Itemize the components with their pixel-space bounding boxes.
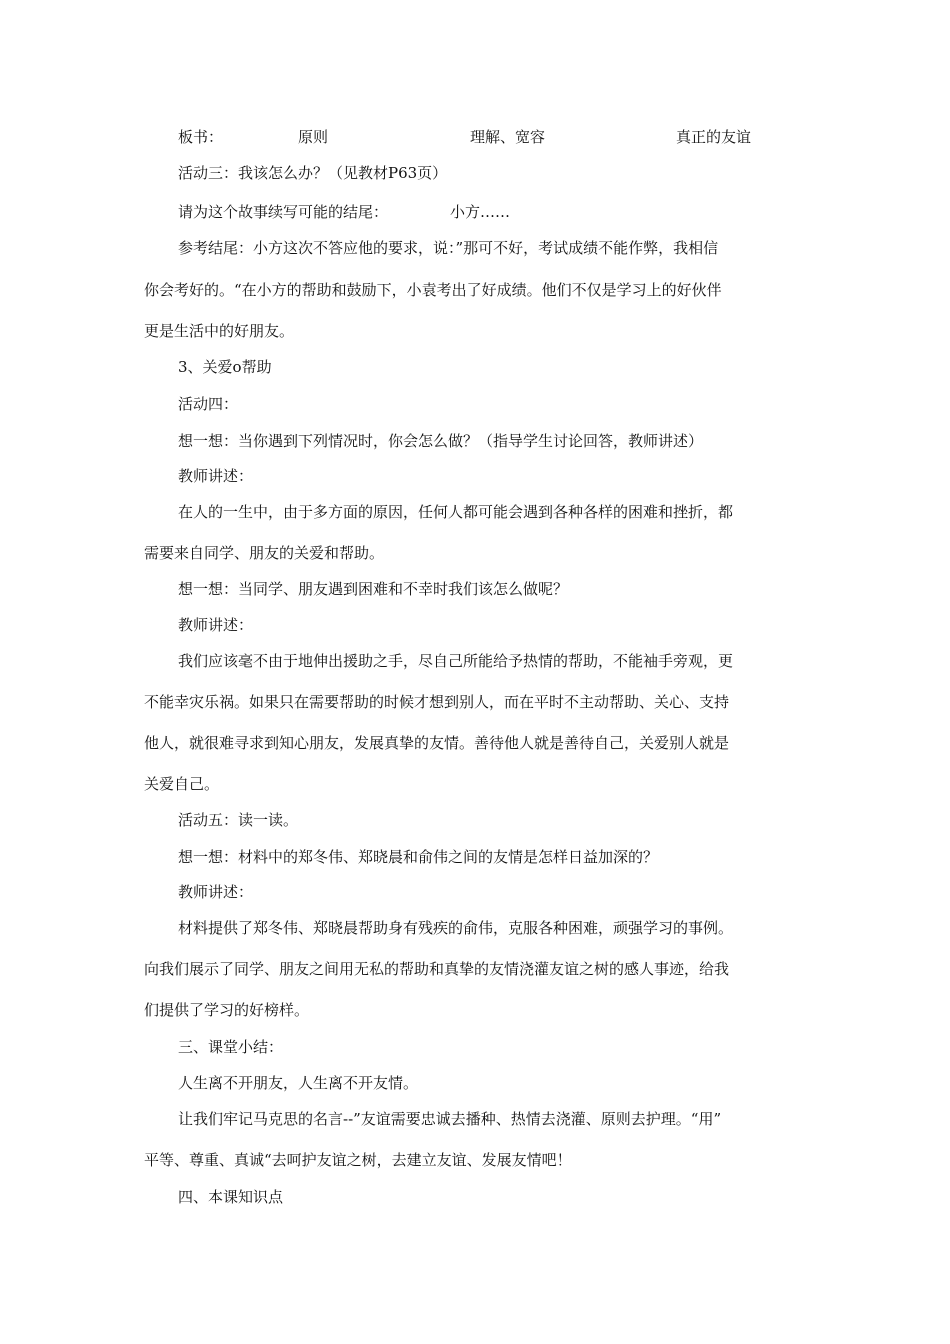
board-label: 板书： [178,128,224,146]
paragraph-line: 活动三：我该怎么办？（见教材P63页） [178,164,448,182]
board-item-understanding: 理解、宽容 [470,128,546,146]
paragraph-line: 小方…… [450,203,511,221]
paragraph-line: 材料提供了郑冬伟、郑晓晨帮助身有残疾的俞伟，克服各种困难，顽强学习的事例。 [178,919,734,937]
paragraph-line: 向我们展示了同学、朋友之间用无私的帮助和真挚的友情浇灌友谊之树的感人事迹，给我 [144,960,730,978]
paragraph-line: 需要来自同学、朋友的关爱和帮助。 [144,544,385,562]
paragraph-line: 在人的一生中，由于多方面的原因，任何人都可能会遇到各种各样的困难和挫折，都 [178,503,734,521]
section-heading: 四、本课知识点 [178,1188,284,1206]
paragraph-line: 你会考好的。“在小方的帮助和鼓励下，小袁考出了好成绩。他们不仅是学习上的好伙伴 [144,281,722,299]
paragraph-line: 我们应该毫不由于地伸出援助之手，尽自己所能给予热情的帮助，不能袖手旁观，更 [178,652,734,670]
paragraph-line: 教师讲述： [178,883,254,901]
paragraph-line: 人生离不开朋友，人生离不开友情。 [178,1074,419,1092]
paragraph-line: 让我们牢记马克思的名言--”友谊需要忠诚去播种、热情去浇灌、原则去护理。“用” [178,1110,722,1128]
paragraph-line: 想一想：材料中的郑冬伟、郑晓晨和俞伟之间的友情是怎样日益加深的？ [178,848,659,866]
board-item-principle: 原则 [298,128,329,146]
paragraph-line: 们提供了学习的好榜样。 [144,1001,310,1019]
paragraph-line: 参考结尾：小方这次不答应他的要求，说：”那可不好，考试成绩不能作弊，我相信 [178,239,719,257]
paragraph-line: 想一想：当你遇到下列情况时，你会怎么做？（指导学生讨论回答，教师讲述） [178,432,704,450]
paragraph-line: 教师讲述： [178,467,254,485]
paragraph-line: 更是生活中的好朋友。 [144,322,295,340]
paragraph-line: 请为这个故事续写可能的结尾： [178,203,389,221]
paragraph-line: 活动四： [178,395,239,413]
paragraph-line: 活动五：读一读。 [178,811,299,829]
paragraph-line: 教师讲述： [178,616,254,634]
paragraph-line: 想一想：当同学、朋友遇到困难和不幸时我们该怎么做呢？ [178,580,569,598]
paragraph-line: 他人，就很难寻求到知心朋友，发展真挚的友情。善待他人就是善待自己，关爱别人就是 [144,734,730,752]
section-heading: 3、关爱o帮助 [178,358,272,376]
paragraph-line: 平等、尊重、真诚“去呵护友谊之树，去建立友谊、发展友情吧！ [144,1151,572,1169]
section-heading: 三、课堂小结： [178,1038,284,1056]
board-item-true-friendship: 真正的友谊 [676,128,752,146]
paragraph-line: 不能幸灾乐祸。如果只在需要帮助的时候才想到别人，而在平时不主动帮助、关心、支持 [144,693,730,711]
paragraph-line: 关爱自己。 [144,775,220,793]
